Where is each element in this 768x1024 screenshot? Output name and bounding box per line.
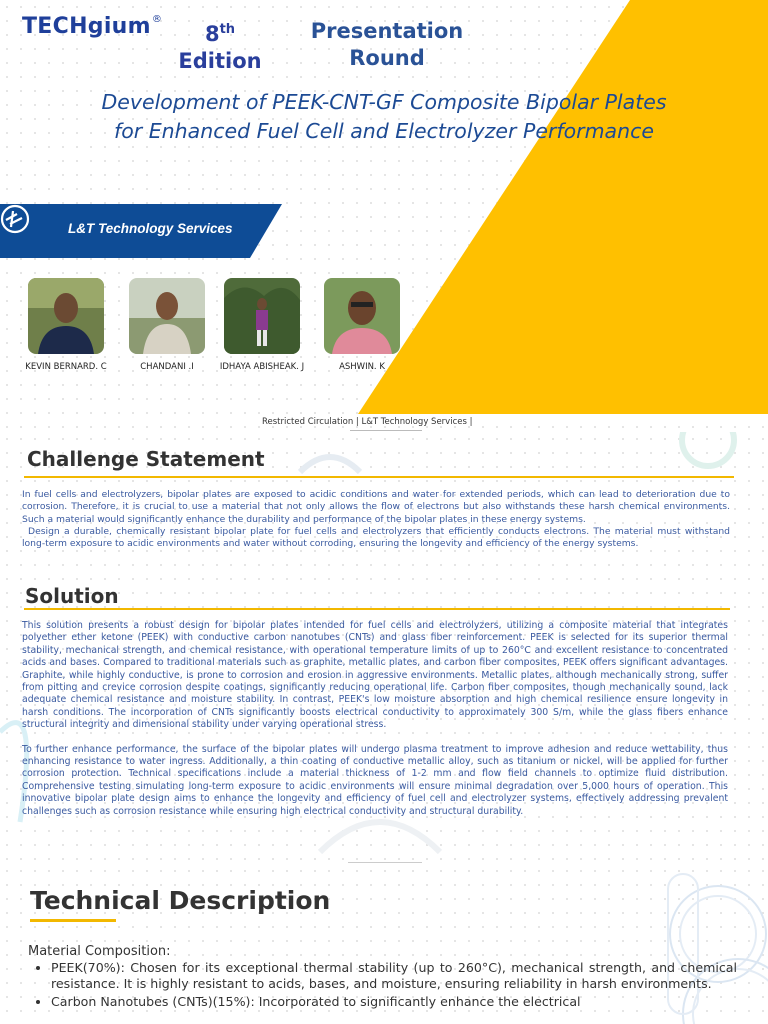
challenge-solution-slide [0, 432, 768, 864]
material-list [36, 960, 737, 1009]
section-title: Technical Description [30, 886, 331, 915]
presentation-title: Development of PEEK-CNT-GF Composite Bipolar Plates for Enhanced Fuel Cell and Electrolyzer Performance [101, 90, 667, 143]
lnt-logo-icon [0, 204, 30, 234]
list-item: • PEEK(70%): Chosen for its exceptional thermal stability (up to 260°C), mechanical strength, and chemical resistance. It is highly resistant to acids, bases, and moisture, ensuring reliability in harsh environments. [51, 960, 737, 992]
avatar [28, 278, 104, 354]
techgium-logo: TECHgium® [22, 14, 163, 39]
edition-label: 8th Edition [178, 22, 262, 73]
footer-divider [350, 430, 422, 431]
footer-note: Restricted Circulation | L&T Technology Services | [262, 417, 473, 427]
challenge-title: Challenge Statement [27, 447, 265, 471]
company-name: L&T Technology Services [68, 221, 233, 236]
company-banner [0, 204, 282, 258]
solution-underline [24, 608, 730, 610]
solution-title: Solution [25, 584, 119, 608]
avatar [224, 278, 300, 354]
title-slide: TECHgium® 8th Edition Presentation Round Development of PEEK-CNT-GF Composite Bipolar Plates for Enhanced Fuel Cell and Electrolyzer Performance L&T Technology Services KEVIN BERNARD. C CHANDANI .I IDHAYA ABISHEAK. J ASHWIN. K Restricted Circulation | L&T Technology Services | [0, 0, 768, 432]
solution-text: This solution presents a robust design for bipolar plates intended for fuel cells and electrolyzers, utilizing a composite material that integrates polyether ether ketone (PEEK) with conductive carbon nanotubes (CNTs) and glass fiber reinforcement. PEEK is selected for its superior thermal stability, mechanical strength, and chemical resistance, with operational temperature limits of up to 260°C and excellent resistance to concentrated acids and bases. Compared to traditional materials such as graphite, metallic plates, and carbon fiber composites, PEEK offers significant advantages. Graphite, while highly conductive, is prone to corrosion and erosion in aggressive environments. Metallic plates, although mechanically strong, suffer from pitting and crevice corrosion despite coatings, significantly reducing operational life. Carbon fiber composites, though mechanically sound, lack adequate chemical resistance and moisture stability. In contrast, PEEK's low moisture absorption and high chemical resilience ensure longevity in harsh conditions. The incorporation of CNTs significantly boosts electrical conductivity to approximately 300 S/m, while the glass fibers enhance structural integrity and dimensional stability under varying operational stress. To further enhance performance, the surface of the bipolar plates will undergo plasma treatment to improve adhesion and reduce wettability, thus enhancing resistance to water ingress. Additionally, a thin coating of conductive metallic alloy, such as titanium or nickel, will be applied for further corrosion protection. Technical specifications include a material thickness of 1-2 mm and flow field channels to optimize fluid distribution. Comprehensive testing simulating long-term exposure to acidic environments will ensure minimal degradation over 5,000 hours of operation. This innovative bipolar plate design aims to enhance the longevity and efficiency of fuel cell and electrolyzer systems, effectively addressing prevalent challenges such as corrosion resistance while ensuring high electrical conductivity and structural durability. [22, 620, 728, 817]
avatar [129, 278, 205, 354]
list-item: • Carbon Nanotubes (CNTs)(15%): Incorporated to significantly enhance the electrical [51, 994, 737, 1010]
title-underline [30, 919, 116, 922]
material-composition-label: Material Composition: [28, 944, 171, 959]
challenge-text: In fuel cells and electrolyzers, bipolar plates are exposed to acidic conditions and water for extended periods, which can lead to deterioration due to corrosion. Therefore, it is crucial to use a material that not only allows the flow of electrons but also withstands these harsh chemical environments. Such a material would significantly enhance the durability and performance of the bipolar plates in these energy systems. Design a durable, chemically resistant bipolar plate for fuel cells and electrolyzers that efficiently conducts electrons. The material must withstand long-term exposure to acidic environments and water without corroding, ensuring the longevity and efficiency of the energy systems. [22, 489, 730, 550]
challenge-underline [24, 476, 734, 478]
round-label: Presentation Round [310, 19, 464, 70]
technical-description-slide [0, 864, 768, 1024]
avatar [324, 278, 400, 354]
footer-divider [348, 862, 422, 863]
